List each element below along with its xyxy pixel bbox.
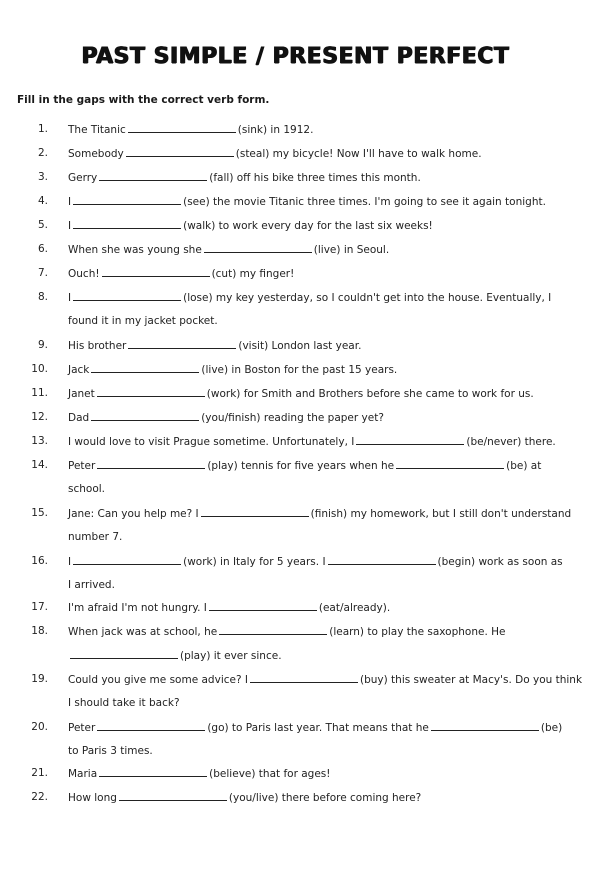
question-text [68, 123, 313, 136]
question-number: 9. [37, 339, 48, 351]
question-number: 11. [31, 387, 48, 399]
answer-blank[interactable] [99, 171, 207, 181]
question-segment: Peter [68, 722, 96, 734]
question-text [68, 411, 384, 424]
answer-blank[interactable] [126, 147, 234, 157]
question-number: 3. [37, 171, 48, 183]
answer-blank[interactable] [97, 387, 205, 397]
question-segment: (steal) my bicycle! Now I'll have to walk home. [235, 148, 482, 160]
question-number: 20. [31, 721, 48, 733]
question-number: 16. [31, 555, 48, 567]
question-segment: (buy) this sweater at Macy's. Do you think [359, 674, 583, 686]
answer-blank[interactable] [128, 339, 236, 349]
question-segment: Gerry [68, 172, 98, 184]
question-text [68, 171, 421, 184]
answer-blank[interactable] [99, 767, 207, 777]
question-segment: (live) in Boston for the past 15 years. [201, 364, 398, 376]
answer-blank[interactable] [119, 791, 227, 801]
answer-blank[interactable] [396, 459, 504, 469]
answer-blank[interactable] [73, 291, 181, 301]
question-text-continued [68, 531, 122, 543]
question-segment: His brother [68, 340, 127, 352]
question-segment: (visit) London last year. [238, 340, 362, 352]
answer-blank[interactable] [70, 649, 178, 659]
question-text [68, 767, 330, 780]
question-text-continued [68, 649, 282, 662]
question-segment: (begin) work as soon as [437, 556, 563, 568]
question-segment: to Paris 3 times. [68, 745, 153, 757]
question-segment: Janet [68, 388, 95, 400]
question-text [68, 243, 389, 256]
page-title: PAST SIMPLE / PRESENT PERFECT [81, 44, 510, 69]
answer-blank[interactable] [91, 363, 199, 373]
question-text [68, 507, 571, 520]
question-number: 18. [31, 625, 48, 637]
question-segment: (finish) my homework, but I still don't understand [310, 508, 572, 520]
question-text-continued [68, 315, 218, 327]
question-text [68, 673, 582, 686]
answer-blank[interactable] [73, 219, 181, 229]
question-segment: (you/live) there before coming here? [228, 792, 422, 804]
question-number: 10. [31, 363, 48, 375]
question-number: 15. [31, 507, 48, 519]
question-segment: school. [68, 483, 106, 495]
answer-blank[interactable] [328, 555, 436, 565]
answer-blank[interactable] [356, 435, 464, 445]
question-segment: (be) [540, 722, 563, 734]
question-segment: How long [68, 792, 117, 804]
question-number: 1. [37, 123, 48, 135]
question-text [68, 791, 421, 804]
question-segment: number 7. [68, 531, 123, 543]
question-text [68, 721, 562, 734]
question-number: 22. [31, 791, 48, 803]
question-segment: (work) in Italy for 5 years. I [183, 556, 326, 568]
question-segment: I arrived. [68, 579, 115, 591]
question-segment: (be) at [506, 460, 542, 472]
question-segment: Could you give me some advice? I [68, 674, 248, 686]
question-segment: I [68, 196, 72, 208]
question-segment: When she was young she [68, 244, 202, 256]
question-text [68, 459, 541, 472]
question-text [68, 555, 563, 568]
question-text [68, 625, 505, 638]
question-segment: (believe) that for ages! [209, 768, 331, 780]
answer-blank[interactable] [73, 555, 181, 565]
question-segment: (live) in Seoul. [313, 244, 390, 256]
question-text-continued [68, 745, 153, 757]
question-text [68, 147, 482, 160]
answer-blank[interactable] [97, 459, 205, 469]
answer-blank[interactable] [209, 601, 317, 611]
question-number: 19. [31, 673, 48, 685]
answer-blank[interactable] [201, 507, 309, 517]
question-segment: When jack was at school, he [68, 626, 218, 638]
question-segment: (you/finish) reading the paper yet? [201, 412, 384, 424]
question-number: 8. [37, 291, 48, 303]
question-segment: Ouch! [68, 268, 100, 280]
question-text [68, 363, 397, 376]
question-text [68, 267, 294, 280]
question-segment: Peter [68, 460, 96, 472]
answer-blank[interactable] [91, 411, 199, 421]
question-segment: I [68, 556, 72, 568]
question-segment: I should take it back? [68, 697, 180, 709]
question-number: 2. [37, 147, 48, 159]
question-text [68, 219, 433, 232]
question-segment: (learn) to play the saxophone. He [329, 626, 506, 638]
answer-blank[interactable] [128, 123, 236, 133]
instruction-text: Fill in the gaps with the correct verb form. [17, 94, 270, 106]
answer-blank[interactable] [250, 673, 358, 683]
question-text [68, 387, 534, 400]
answer-blank[interactable] [97, 721, 205, 731]
question-segment: (work) for Smith and Brothers before she came to work for us. [206, 388, 534, 400]
question-segment: (be/never) there. [466, 436, 556, 448]
question-segment: Dad [68, 412, 90, 424]
question-number: 21. [31, 767, 48, 779]
question-text [68, 291, 551, 304]
question-segment: (play) it ever since. [180, 650, 282, 662]
question-segment: found it in my jacket pocket. [68, 315, 218, 327]
question-segment: (cut) my finger! [211, 268, 295, 280]
question-text [68, 195, 546, 208]
question-segment: I would love to visit Prague sometime. Unfortunately, I [68, 436, 355, 448]
question-segment: Maria [68, 768, 98, 780]
answer-blank[interactable] [73, 195, 181, 205]
question-segment: (see) the movie Titanic three times. I'm going to see it again tonight. [183, 196, 546, 208]
answer-blank[interactable] [219, 625, 327, 635]
answer-blank[interactable] [431, 721, 539, 731]
question-number: 14. [31, 459, 48, 471]
question-text [68, 435, 556, 448]
question-number: 5. [37, 219, 48, 231]
question-number: 13. [31, 435, 48, 447]
question-number: 7. [37, 267, 48, 279]
question-segment: Jane: Can you help me? I [68, 508, 199, 520]
question-segment: Jack [68, 364, 90, 376]
question-text-continued [68, 579, 115, 591]
question-text [68, 339, 361, 352]
question-text [68, 601, 390, 614]
question-segment: The Titanic [68, 124, 126, 136]
question-segment: (lose) my key yesterday, so I couldn't get into the house. Eventually, I [183, 292, 552, 304]
question-text-continued [68, 697, 180, 709]
answer-blank[interactable] [102, 267, 210, 277]
question-number: 12. [31, 411, 48, 423]
question-number: 17. [31, 601, 48, 613]
question-segment: (walk) to work every day for the last six weeks! [183, 220, 433, 232]
question-segment: I [68, 220, 72, 232]
question-segment: (sink) in 1912. [237, 124, 314, 136]
question-text-continued [68, 483, 105, 495]
question-segment: (go) to Paris last year. That means that he [207, 722, 429, 734]
question-segment: I'm afraid I'm not hungry. I [68, 602, 207, 614]
question-number: 4. [37, 195, 48, 207]
question-segment: (play) tennis for five years when he [207, 460, 395, 472]
answer-blank[interactable] [204, 243, 312, 253]
question-segment: (fall) off his bike three times this month. [209, 172, 421, 184]
question-number: 6. [37, 243, 48, 255]
question-segment: (eat/already). [318, 602, 391, 614]
question-segment: Somebody [68, 148, 124, 160]
question-segment: I [68, 292, 72, 304]
